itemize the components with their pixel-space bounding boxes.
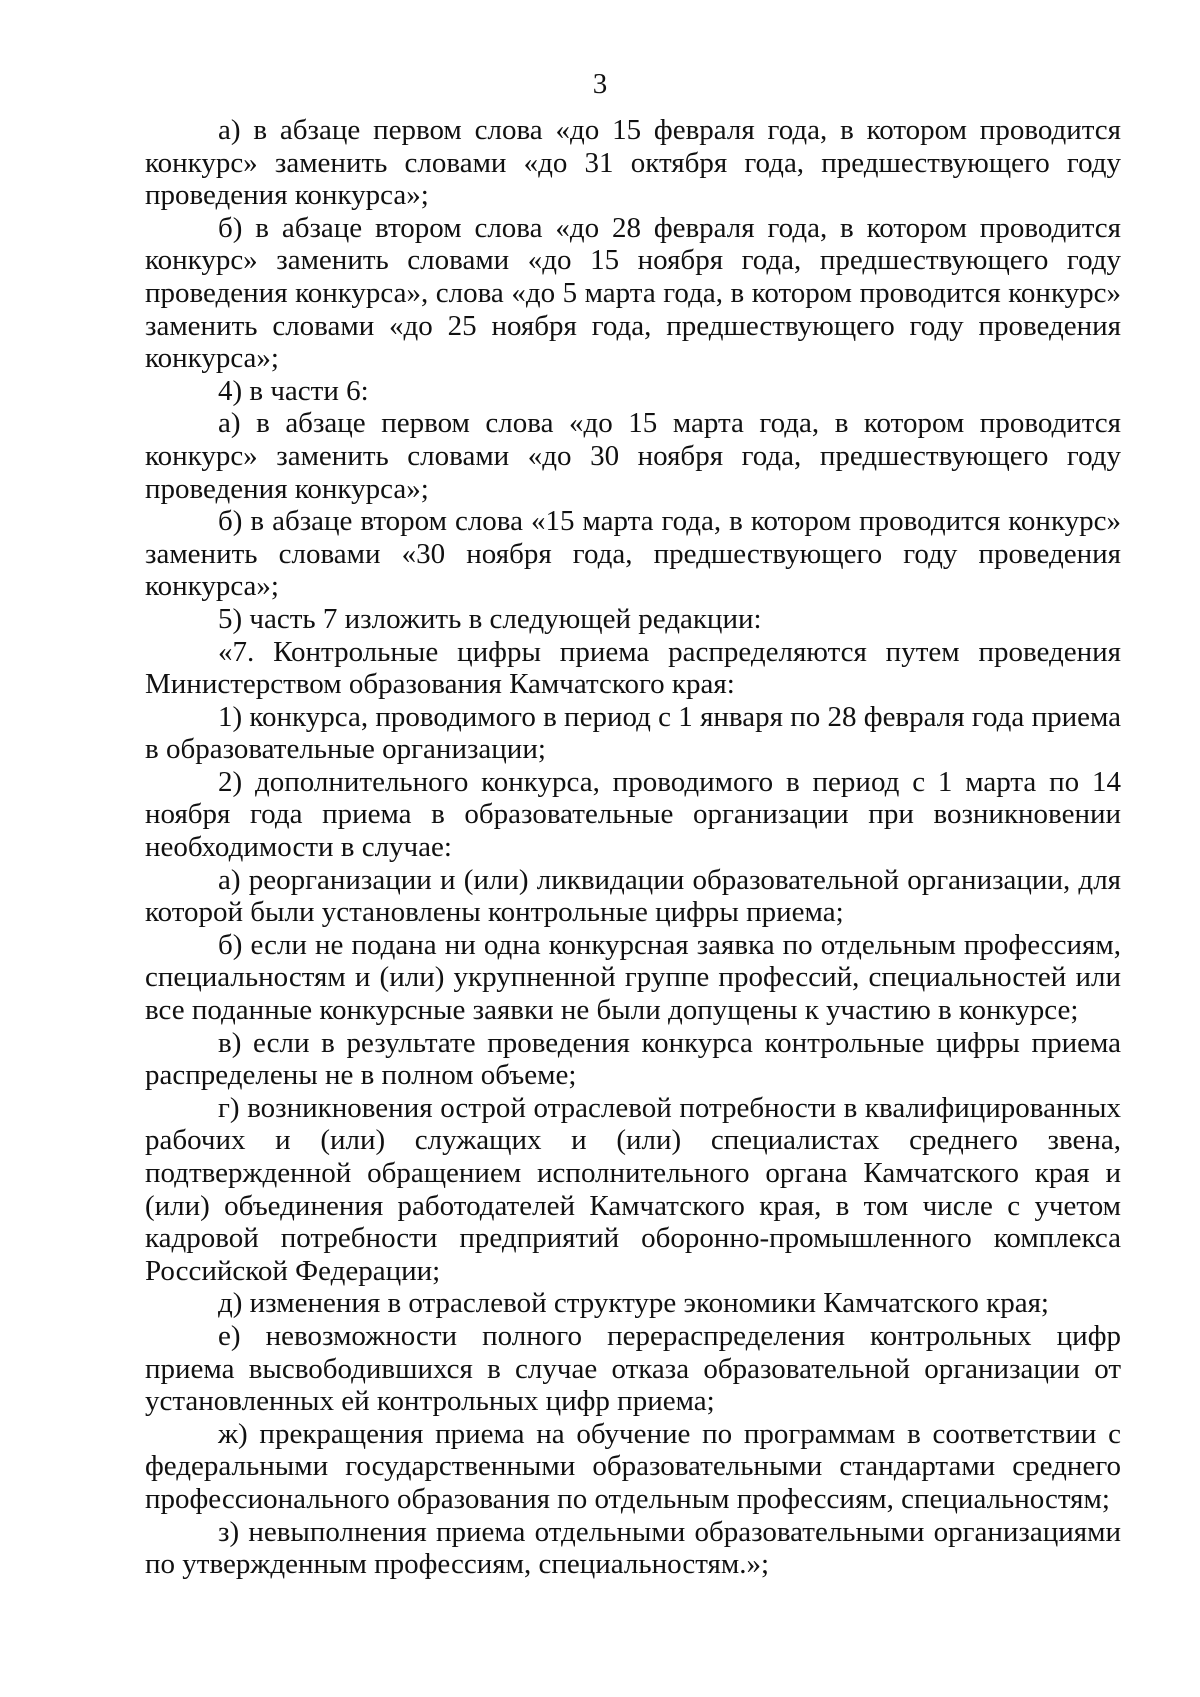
paragraph-case-b: б) если не подана ни одна конкурсная заявка по отдельным профессиям, специальностям и (или) укрупненной группе профессий, специальностей или все поданные конкурсные заявки не были допущены к участию в конкурсе; [145,928,1121,1027]
paragraph-part-7-intro: «7. Контрольные цифры приема распределяются путем проведения Министерством образования Камчатского края: [145,635,1121,701]
paragraph-5-part-7: 5) часть 7 изложить в следующей редакции: [218,602,762,635]
paragraph-case-z: з) невыполнения приема отдельными образовательными организациями по утвержденным профессиям, специальностям.»; [145,1515,1121,1581]
paragraph-item-1-contest: 1) конкурса, проводимого в период с 1 января по 28 февраля года приема в образовательные организации; [145,700,1121,766]
paragraph-item-2-additional-contest: 2) дополнительного конкурса, проводимого в период с 1 марта по 14 ноября года приема в образовательные организации при возникновении необходимости в случае: [145,765,1121,864]
page-number: 3 [592,68,608,100]
paragraph-4a-first-abzac: а) в абзаце первом слова «до 15 марта года, в котором проводится конкурс» заменить словами «до 30 ноября года, предшествующего году проведения конкурса»; [145,407,1121,505]
paragraph-4b-second-abzac: б) в абзаце втором слова «15 марта года, в котором проводится конкурс» заменить словами «30 ноября года, предшествующего году проведения конкурса»; [145,505,1121,603]
paragraph-4-part-6: 4) в части 6: [218,374,369,407]
paragraph-case-zh: ж) прекращения приема на обучение по программам в соответствии с федеральными государственными образовательными стандартами среднего профессионального образования по отдельным профессиям, специальностям; [145,1417,1121,1515]
paragraph-case-a: а) реорганизации и (или) ликвидации образовательной организации, для которой были установлены контрольные цифры приема; [145,863,1121,929]
paragraph-3b-second-abzac: б) в абзаце втором слова «до 28 февраля года, в котором проводится конкурс» заменить словами «до 15 ноября года, предшествующего году проведения конкурса», слова «до 5 марта года, в котором проводится конкурс» заменить словами «до 25 ноября года, предшествующего году проведения конкурса»; [145,211,1121,375]
document-body [145,114,1121,1581]
paragraph-3a-first-abzac: а) в абзаце первом слова «до 15 февраля года, в котором проводится конкурс» заменить словами «до 31 октября года, предшествующего году проведения конкурса»; [145,114,1121,212]
paragraph-case-g: г) возникновения острой отраслевой потребности в квалифицированных рабочих и (или) служащих и (или) специалистах среднего звена, подтвержденной обращением исполнительного органа Камчатского края и (или) объединения работодателей Камчатского края, в том числе с учетом кадровой потребности предприятий оборонно-промышленного комплекса Российской Федерации; [145,1091,1121,1287]
paragraph-case-v: в) если в результате проведения конкурса контрольные цифры приема распределены не в полном объеме; [145,1026,1121,1092]
paragraph-case-d: д) изменения в отраслевой структуре экономики Камчатского края; [218,1287,1049,1320]
paragraph-case-e: е) невозможности полного перераспределения контрольных цифр приема высвободившихся в случае отказа образовательной организации от установленных ей контрольных цифр приема; [145,1319,1121,1418]
